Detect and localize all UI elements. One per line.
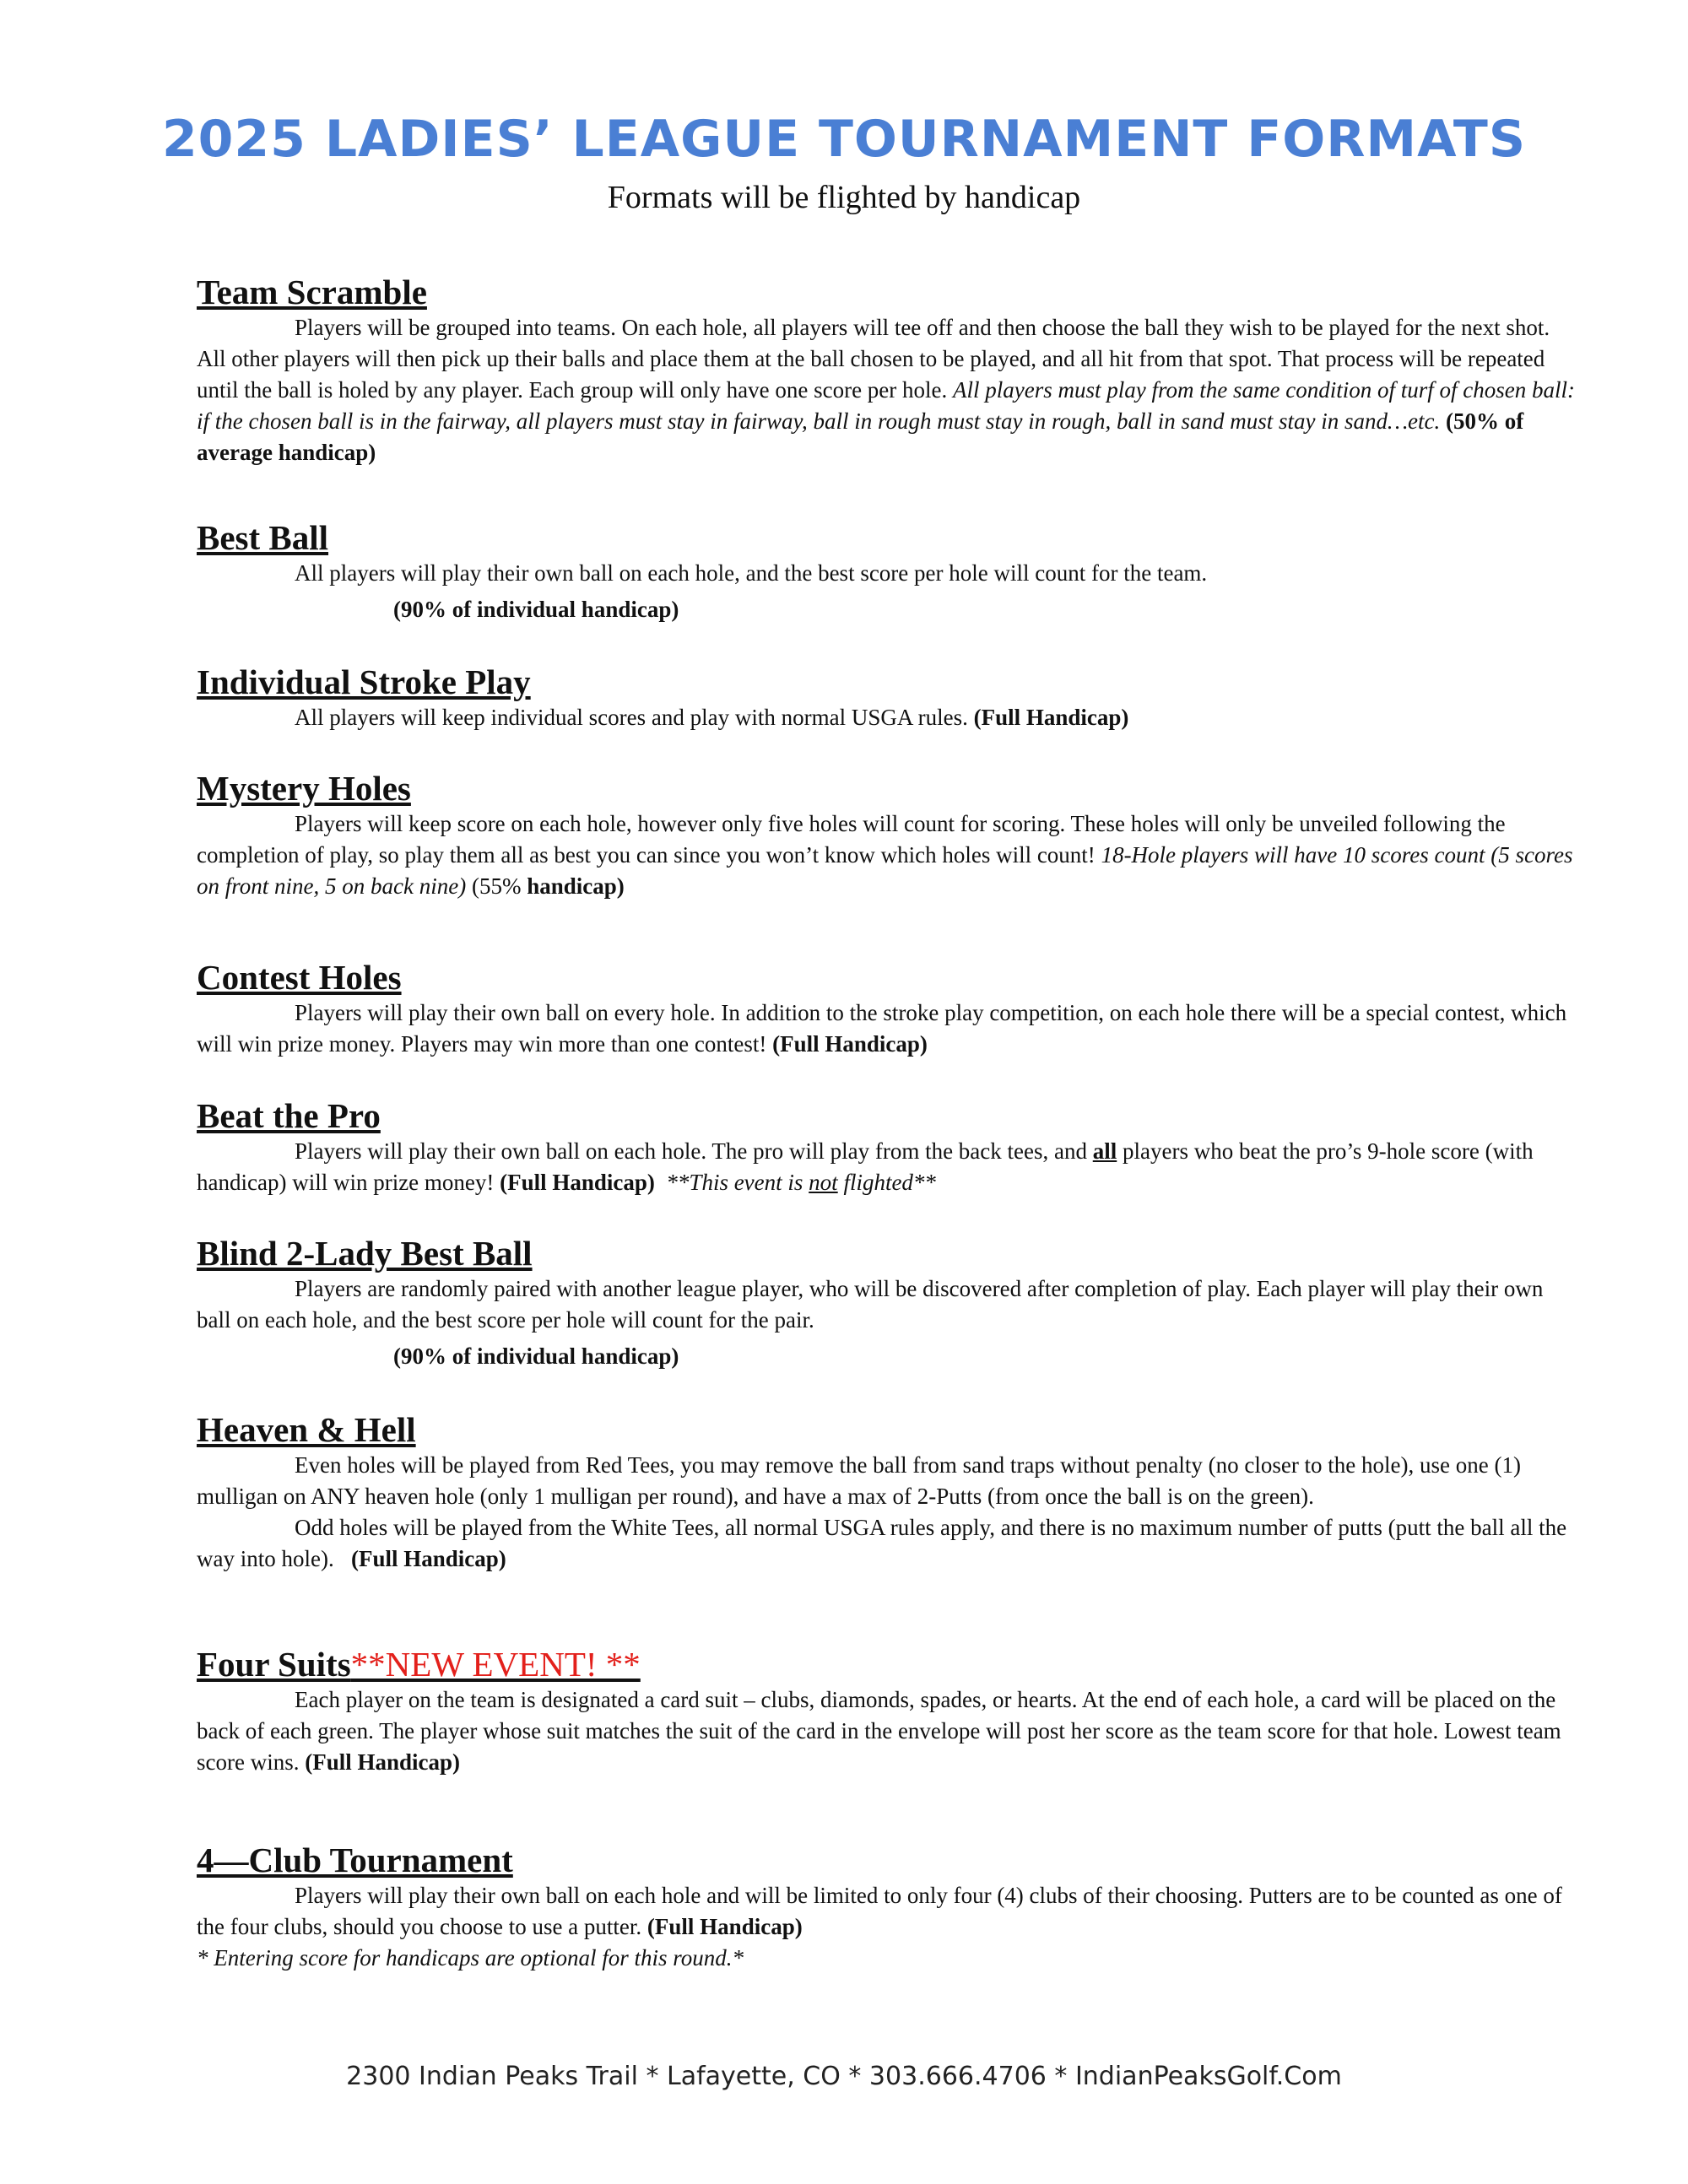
handicap-label: (Full Handicap): [973, 705, 1129, 730]
handicap-label: (90% of individual handicap): [393, 1343, 679, 1369]
body-text: Players will be grouped into teams. On each hole, all players will tee off and then choose the ball they wish to be played for the next shot. All other players will then pick up their balls and place them at the ball chosen to be played, and all hit from that spot. That process will be repeated until the ball is holed by any player. Each group will only have one score per hole.: [197, 315, 1550, 403]
page-subtitle: Formats will be flighted by handicap: [607, 180, 1081, 215]
section-heaven-hell: [197, 1409, 1581, 1575]
body-text: Each player on the team is designated a card suit – clubs, diamonds, spades, or hearts. At the end of each hole, a card will be placed on the back of each green. The player whose suit matches the suit of the card in the envelope will post her score as the team score for that hole. Lowest team score wins.: [197, 1687, 1561, 1775]
section-heading: Blind 2-Lady Best Ball: [197, 1234, 533, 1273]
section-body: [197, 1136, 1581, 1198]
section-mystery-holes: [197, 768, 1581, 902]
flight-note: [666, 1170, 936, 1195]
body-text: All players will keep individual scores and play with normal USGA rules.: [295, 705, 968, 730]
handicap-label: (Full Handicap): [772, 1031, 928, 1057]
section-heading: Beat the Pro: [197, 1096, 381, 1135]
handicap-label: handicap): [527, 873, 625, 899]
section-body: [197, 808, 1581, 902]
section-heading: Best Ball: [197, 518, 329, 557]
section-body: [197, 1512, 1581, 1575]
section-team-scramble: [197, 272, 1581, 468]
body-text: Players will play their own ball on every hole. In addition to the stroke play competition, on each hole there will be a special contest, which will win prize money. Players may win more than one contest!: [197, 1000, 1567, 1057]
note-not: not: [809, 1170, 838, 1195]
section-blind-two-lady: [197, 1233, 1581, 1372]
body-text: Players will play their own ball on each hole and will be limited to only four (4) clubs of their choosing. Putters are to be counted as one of the four clubs, should you choose to use a putter.: [197, 1883, 1562, 1939]
section-body: Players are randomly paired with another league player, who will be discovered after completion of play. Each player will play their own ball on each hole, and the best score per hole will count for the pair.: [197, 1276, 1544, 1333]
section-heading: [197, 1644, 1581, 1684]
footer-contact: 2300 Indian Peaks Trail * Lafayette, CO * 303.666.4706 * IndianPeaksGolf.Com: [346, 2062, 1342, 2091]
section-body: [197, 1684, 1581, 1778]
section-body: [197, 312, 1581, 468]
section-heading: Contest Holes: [197, 958, 402, 997]
section-body: [197, 997, 1581, 1060]
handicap-label: (Full Handicap): [350, 1546, 506, 1571]
section-four-club: [197, 1840, 1581, 1974]
optional-note: * Entering score for handicaps are optional for this round.*: [197, 1945, 744, 1970]
section-best-ball: [197, 517, 1581, 625]
section-heading: Heaven & Hell: [197, 1410, 416, 1449]
section-heading: Mystery Holes: [197, 769, 411, 808]
handicap-label: (Full Handicap): [305, 1749, 461, 1775]
note-text: **This event is: [666, 1170, 803, 1195]
handicap-label: (Full Handicap): [500, 1170, 655, 1195]
body-text: Players will keep score on each hole, however only five holes will count for scoring. These holes will only be unveiled following the completion of play, so play them all as best you can since you won’t know which holes will count!: [197, 811, 1506, 868]
body-text: Players will play their own ball on each hole. The pro will play from the back tees, and: [295, 1138, 1087, 1164]
note-text: flighted**: [843, 1170, 936, 1195]
new-event-badge: **NEW EVENT! **: [350, 1645, 641, 1684]
italic-note: 18-Hole players will have 10 scores count (5 scores on front nine, 5 on back nine): [197, 842, 1573, 899]
handicap-label: (50% of average handicap): [197, 408, 1524, 465]
section-body: Even holes will be played from Red Tees, you may remove the ball from sand traps without penalty (no closer to the hole), use one (1) mulligan on ANY heaven hole (only 1 mulligan per round), and have a max of 2-Putts (from once the ball is on the green).: [197, 1452, 1521, 1509]
italic-note: All players must play from the same condition of turf of chosen ball: if the chosen ball is in the fairway, all players must stay in fairway, ball in rough must stay in rough, ball in sand must stay in sand…etc.: [197, 377, 1575, 434]
page-title: 2025 LADIES’ LEAGUE TOURNAMENT FORMATS: [161, 110, 1527, 169]
body-text: players who beat the pro’s 9-hole score (with handicap) will win prize money!: [197, 1138, 1534, 1195]
section-contest-holes: [197, 957, 1581, 1060]
section-body: All players will play their own ball on each hole, and the best score per hole will count for the team.: [295, 560, 1208, 586]
emphasis-all: all: [1092, 1138, 1117, 1164]
section-heading: Team Scramble: [197, 273, 427, 311]
section-stroke-play: [197, 662, 1581, 733]
body-text: Odd holes will be played from the White Tees, all normal USGA rules apply, and there is no maximum number of putts (putt the ball all the way into hole).: [197, 1515, 1567, 1571]
handicap-label: (Full Handicap): [647, 1914, 803, 1939]
section-body: [197, 1880, 1581, 1943]
handicap-percent: (55%: [471, 873, 522, 899]
section-heading: 4—Club Tournament: [197, 1841, 513, 1879]
handicap-label: (90% of individual handicap): [393, 597, 679, 622]
heading-text: Four Suits: [197, 1645, 351, 1684]
section-heading: Individual Stroke Play: [197, 662, 531, 701]
section-body: [197, 702, 1581, 733]
section-beat-the-pro: [197, 1095, 1581, 1198]
section-four-suits: [197, 1644, 1581, 1778]
